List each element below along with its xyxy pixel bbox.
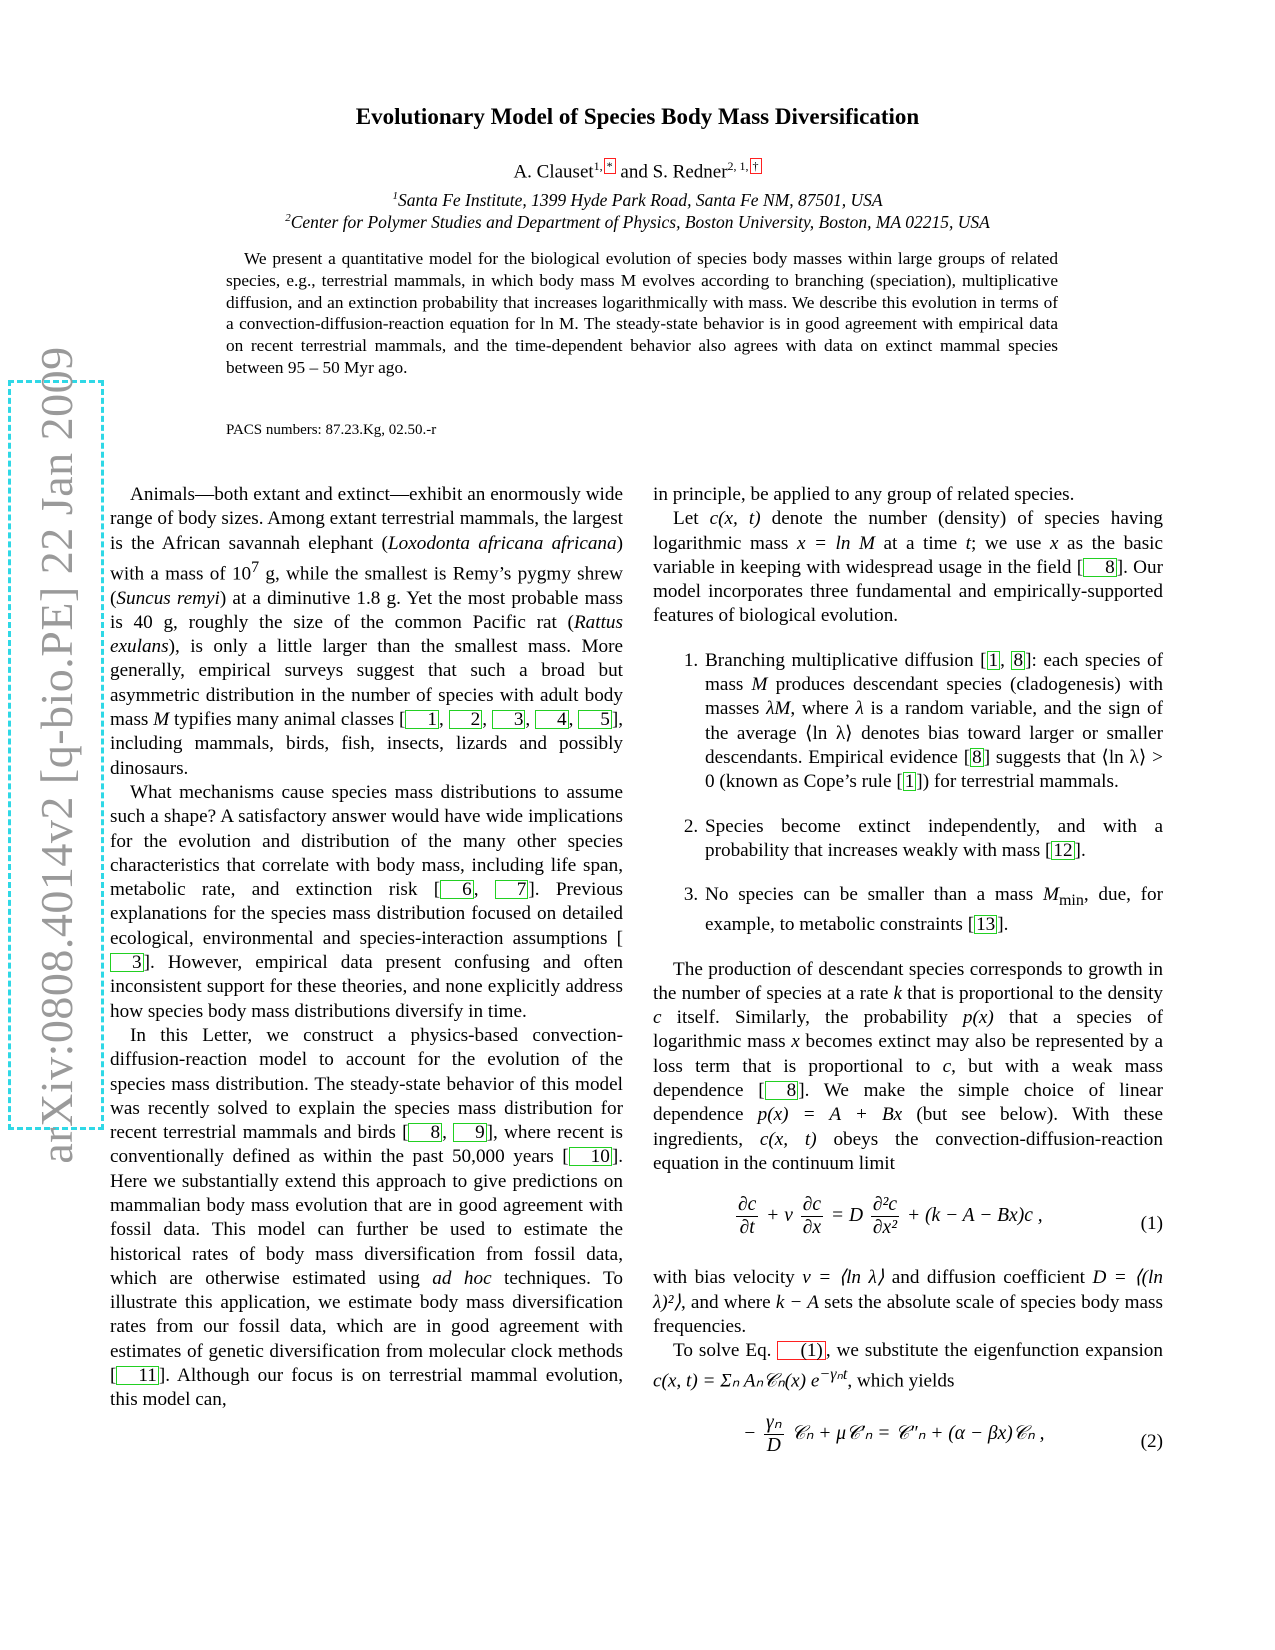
citation-link[interactable]: 1 [988,649,999,671]
paragraph-definition: Let c(x, t) denote the number (density) of species having logarithmic mass x = ln M at a time t; we use x as the basic variable in keeping with widespread usage in the field [ 8 ]. Our model incorporates three fundamental and empirically-supported features of biological evolution. [653,508,1164,627]
equation-number: (1) [1140,1213,1163,1235]
paper-title: Evolutionary Model of Species Body Mass Diversification [355,104,920,129]
citation-link[interactable]: 8 [408,1123,442,1142]
citation-link[interactable]: 13 [976,914,996,936]
equation-1: $\frac{\partial c}{\partial t}$ + v $\frac{\partial c}{\partial x}$ = D $\frac{\text{∂²c}}{\text{∂x²}}$ + (k − A − Bx)c , (1) [738,1194,1163,1239]
pacs-numbers: PACS numbers: 87.23.Kg, 02.50.-r [226,422,437,438]
citation-link[interactable]: 8 [972,746,982,768]
citation-link[interactable]: 9 [453,1123,487,1142]
list-item: 2. Species become extinct independently, and with a probability that increases weakly with mass [ 12 ]. [703,815,1163,864]
citation-link[interactable]: 1 [904,771,915,793]
citation-link[interactable]: 11 [116,1366,158,1385]
citation-link[interactable]: 5 [578,710,612,729]
citation-link[interactable]: 1 [405,710,439,729]
right-column [653,483,1163,1484]
citation-link[interactable]: 2 [449,710,483,729]
equation-2: − $\frac{\text{γₙ}}{D}$ 𝒞ₙ + μ𝒞′ₙ = 𝒞″ₙ + (α − βx)𝒞ₙ , (2) [743,1412,1163,1457]
citation-link[interactable]: 10 [569,1147,612,1166]
author-clauset: A. Clauset [513,161,594,183]
equation-number: (2) [1140,1431,1163,1453]
paragraph-continuation: in principle, be applied to any group of related species. [653,484,1075,505]
paragraph-production: The production of descendant species corresponds to growth in the number of species at a rate k that is proportional to the density c itself. Similarly, the probability p(x) that a species of logarithmic mass x becomes extinct may also be represented by a loss term that is proportional to c, but with a weak mass dependence [ 8 ]. We make the simple choice of linear dependence p(x) = A + Bx (but see below). With these ingredients, c(x, t) obeys the convection-diffusion-reaction equation in the continuum limit [653,958,1164,1174]
author-line: A. Clauset$^{1, *}$ and S. Redner$^{2, 1, \dagger}$ [0,158,1275,183]
citation-link[interactable]: 6 [440,880,474,899]
model-features-list [653,649,1163,938]
citation-link[interactable]: 8 [1083,558,1117,577]
arxiv-identifier[interactable]: arXiv:0808.4014v2 [q-bio.PE] 22 Jan 2009 [30,346,82,1164]
citation-link[interactable]: 8 [1013,649,1024,671]
citation-link[interactable]: 3 [492,710,526,729]
affiliation-1: $^1$Santa Fe Institute, 1399 Hyde Park Road, Santa Fe NM, 87501, USA [392,190,883,210]
arxiv-stamp[interactable] [8,346,104,1164]
equation-reference-link[interactable]: (1) [777,1341,825,1360]
list-item: 1. Branching multiplicative diffusion [ 1 , 8 ]: each species of mass M produces descendant species (cladogenesis) with masses λM, where λ is a random variable, and the sign of the average ⟨ln λ⟩ denotes bias toward larger or smaller descendants. Empirical evidence [ 8 ] suggests that ⟨ln λ⟩ > 0 (known as Cope’s rule [ 1 ]) for terrestrial mammals. [703,649,1163,795]
paragraph-bias: with bias velocity v = ⟨ln λ⟩ and diffusion coefficient D = ⟨(ln λ)²⟩, and where k − A sets the absolute scale of species body mass frequencies. [653,1267,1163,1337]
paragraph-mechanisms: What mechanisms cause species mass distributions to assume such a shape? A satisfactory answer would have wide implications for the evolution and distribution of the many other species characteristics that correlate with body mass, including life span, metabolic rate, and extinction risk [ 6 , 7 ]. Previous explanations for the species mass distribution focused on detailed ecological, environmental and species-interaction assumptions [3 ]. However, empirical data present confusing and often inconsistent support for these theories, and none explicitly address how species body mass distributions diversify in time. [110,781,623,1022]
citation-link[interactable]: 4 [535,710,569,729]
abstract: We present a quantitative model for the biological evolution of species body masses within large groups of related species, e.g., terrestrial mammals, in which body mass M evolves according to branching (speciation), multiplicative diffusion, and an extinction probability that increases logarithmically with mass. We describe this evolution in terms of a convection-diffusion-reaction equation for ln M. The steady-state behavior is in good agreement with empirical data on recent terrestrial mammals, and the time-dependent behavior also agrees with data on extinct mammal species between 95 – 50 Myr ago. [226,249,1058,377]
footnote-link-redner[interactable]: † [750,158,762,174]
paragraph-solve: To solve Eq. (1) , we substitute the eigenfunction expansion c(x, t) = Σₙ Aₙ𝒞ₙ(x) $e^{-\gamma_nt}$, which yields [653,1340,1163,1392]
citation-link[interactable]: 8 [765,1081,799,1100]
left-column [110,483,623,1413]
footnote-link-clauset[interactable]: * [604,158,616,174]
citation-link[interactable]: 3 [110,953,144,972]
citation-link[interactable]: 12 [1053,839,1073,861]
list-item: 3. No species can be smaller than a mass $M_{min}$, due, for example, to metabolic constraints [ 13 ]. [703,883,1163,937]
author-redner: S. Redner [652,161,728,183]
paragraph-intro: Animals—both extant and extinct—exhibit an enormously wide range of body sizes. Among extant terrestrial mammals, the largest is the African savannah elephant (Loxodonta africana africana) with a mass of $10^7$ g, while the smallest is Remy’s pygmy shrew (Suncus remyi) at a diminutive 1.8 g. Yet the most probable mass is 40 g, roughly the size of the common Pacific rat (Rattus exulans), is only a little larger than the smallest mass. More generally, empirical surveys suggest that such a broad but asymmetric distribution in the number of species with adult body mass M typifies many animal classes [ 1 , 2 , 3 , 4 , 5 ], including mammals, birds, fish, insects, lizards and possibly dinosaurs. [110,484,624,779]
paragraph-letter: In this Letter, we construct a physics-based convection-diffusion-reaction model to account for the evolution of the species mass distribution. The steady-state behavior of this model was recently solved to explain the species mass distribution for recent terrestrial mammals and birds [ 8 , 9 ], where recent is conventionally defined as within the past 50,000 years [ 10 ]. Here we substantially extend this approach to give predictions on mammalian body mass evolution that are in good agreement with fossil data. This model can further be used to estimate the historical rates of body mass diversification from fossil data, which are otherwise estimated using ad hoc techniques. To illustrate this application, we estimate body mass diversification rates from our fossil data, which are in good agreement with estimates of genetic diversification from molecular clock methods [ 11 ]. Although our focus is on terrestrial mammal evolution, this model can, [110,1024,623,1411]
citation-link[interactable]: 7 [495,880,529,899]
affiliation-2: $^2$Center for Polymer Studies and Department of Physics, Boston University, Boston, MA 02215, USA [285,212,990,232]
